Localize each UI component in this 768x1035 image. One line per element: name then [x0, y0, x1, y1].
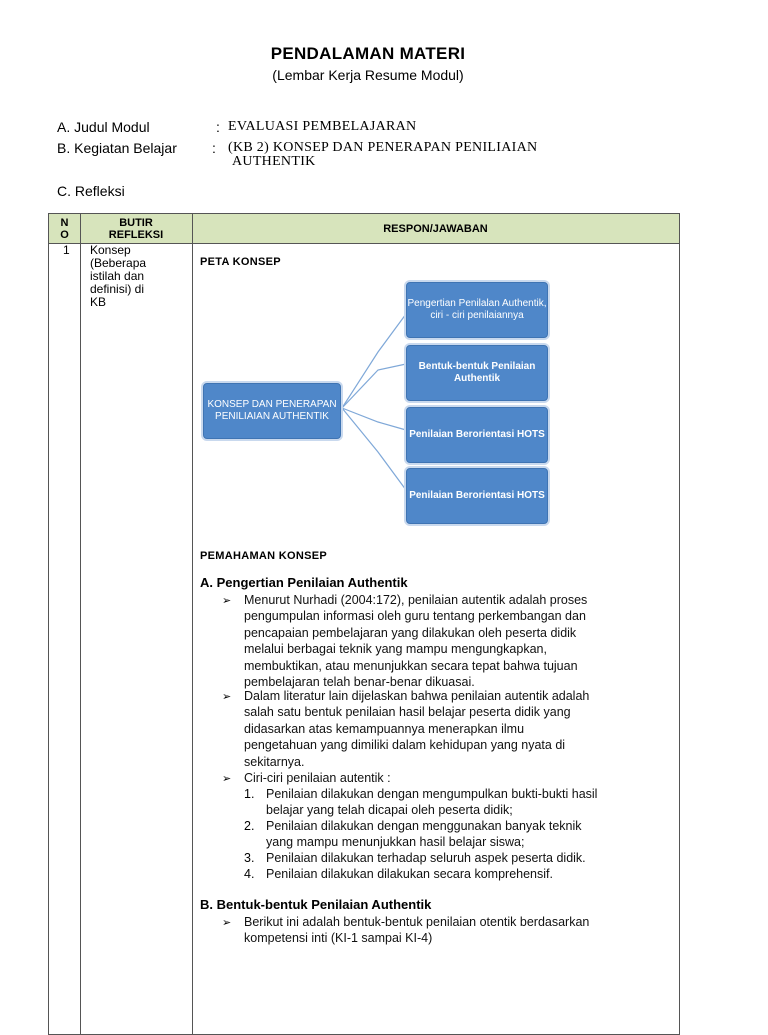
paragraph-a2	[244, 688, 671, 770]
meta-c-label: C. Refleksi	[57, 183, 125, 199]
text-line: Menurut Nurhadi (2004:172), penilaian autentik adalah proses	[244, 593, 588, 607]
ciri-number: 2.	[244, 819, 255, 833]
text-line: pencapaian pembelajaran yang dilakukan oleh peserta didik	[244, 625, 577, 640]
meta-b-label: B. Kegiatan Belajar	[57, 140, 177, 156]
row1-butir-line: Konsep	[90, 243, 131, 257]
text-line: salah satu bentuk penilaian hasil belajar peserta didik yang	[244, 705, 571, 720]
text-line: pengetahuan yang dimiliki dalam kehidupan yang nyata di	[244, 738, 566, 753]
peta-konsep-heading: PETA KONSEP	[200, 256, 281, 268]
header-respon: RESPON/JAWABAN	[383, 223, 488, 235]
row1-butir-line: KB	[90, 295, 107, 309]
text-line: Penilaian dilakukan dengan menggunakan banyak teknik	[266, 819, 582, 833]
text-line: pembelajaran telah benar-benar dikuasai.	[244, 675, 475, 690]
text-line: melalui berbagai teknik yang mampu mengungkapkan,	[244, 642, 547, 657]
column-divider-1	[80, 214, 81, 1034]
meta-a-label: A. Judul Modul	[57, 119, 150, 135]
header-butir-line2: REFLEKSI	[108, 229, 164, 241]
text-line: Penilaian dilakukan terhadap seluruh aspek peserta didik.	[266, 851, 586, 865]
connector-line	[342, 364, 406, 408]
meta-b-value-line2: AUTHENTIK	[232, 154, 316, 169]
text-line: kompetensi inti (KI-1 sampai KI-4)	[244, 931, 433, 946]
text-line: pengumpulan informasi oleh guru tentang perkembangan dan	[244, 609, 586, 624]
center-node: KONSEP DAN PENERAPAN PENILIAIAN AUTHENTIK	[203, 383, 341, 439]
ciri-number: 1.	[244, 787, 255, 801]
text-line: sekitarnya.	[244, 754, 305, 769]
section-a-title: A. Pengertian Penilaian Authentik	[200, 575, 408, 590]
text-line: yang mampu menunjukkan hasil belajar siswa;	[266, 835, 525, 850]
row1-butir-line: definisi) di	[90, 282, 145, 296]
branch-node-pengertian: Pengertian Penilalan Authentik, ciri - ciri penilaiannya	[406, 282, 548, 338]
text-line: didasarkan atas kemampuannya menerapkan ilmu	[244, 721, 525, 736]
ciri-number: 4.	[244, 867, 255, 881]
meta-a-sep: :	[216, 119, 220, 135]
ciri-item	[266, 850, 671, 866]
ciri-item	[266, 818, 671, 851]
bullet-arrow-icon: ➢	[222, 595, 232, 607]
row1-no: 1	[63, 243, 70, 257]
text-line: belajar yang telah dicapai oleh peserta didik;	[266, 803, 513, 818]
ciri-item	[266, 786, 671, 819]
header-no-line1: N	[60, 217, 69, 229]
column-divider-2	[192, 214, 193, 1034]
paragraph-b1	[244, 914, 671, 947]
page-subtitle: (Lembar Kerja Resume Modul)	[272, 67, 464, 83]
connector-line	[342, 314, 406, 408]
branch-node-bentuk: Bentuk-bentuk Penilaian Authentik	[406, 345, 548, 401]
meta-b-sep: :	[212, 140, 216, 156]
header-no	[49, 217, 80, 241]
pemahaman-konsep-heading: PEMAHAMAN KONSEP	[200, 550, 328, 562]
page-title: PENDALAMAN MATERI	[270, 44, 466, 63]
paragraph-a3: Ciri-ciri penilaian autentik :	[244, 771, 391, 785]
row1-butir-line: istilah dan	[90, 269, 145, 283]
header-no-line2: O	[60, 229, 69, 241]
ciri-number: 3.	[244, 851, 255, 865]
section-b-title: B. Bentuk-bentuk Penilaian Authentik	[200, 897, 432, 912]
row1-butir	[90, 244, 146, 309]
text-line: Berikut ini adalah bentuk-bentuk penilaian otentik berdasarkan	[244, 915, 590, 929]
header-butir	[80, 217, 192, 241]
text-line: membuktikan, atau menunjukkan secara tepat bahwa tujuan	[244, 658, 578, 673]
bullet-arrow-icon: ➢	[222, 773, 232, 785]
row1-butir-line: (Beberapa	[90, 256, 147, 270]
branch-node-hots-1: Penilaian Berorientasi HOTS	[406, 407, 548, 463]
branch-node-hots-2: Penilaian Berorientasi HOTS	[406, 468, 548, 524]
paragraph-a1	[244, 592, 671, 690]
bullet-arrow-icon: ➢	[222, 917, 232, 929]
meta-a-value: EVALUASI PEMBELAJARAN	[228, 119, 417, 134]
text-line: Dalam literatur lain dijelaskan bahwa penilaian autentik adalah	[244, 689, 590, 703]
bullet-arrow-icon: ➢	[222, 691, 232, 703]
header-butir-line1: BUTIR	[119, 217, 153, 229]
concept-map-connectors	[340, 300, 410, 500]
ciri-item	[266, 866, 671, 882]
text-line: Penilaian dilakukan dilakukan secara komprehensif.	[266, 867, 553, 881]
meta-b-value-line1: (KB 2) KONSEP DAN PENERAPAN PENILIAIAN	[228, 140, 538, 155]
text-line: Penilaian dilakukan dengan mengumpulkan bukti-bukti hasil	[266, 787, 598, 801]
